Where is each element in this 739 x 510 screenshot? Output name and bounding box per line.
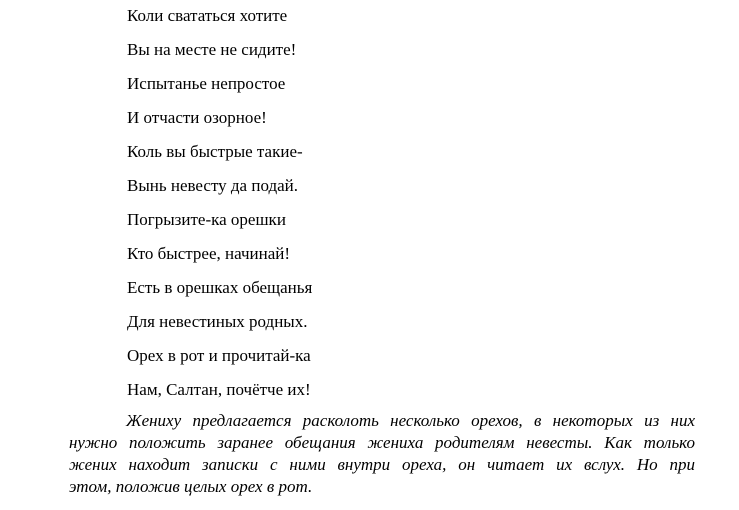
poem-line: Орех в рот и прочитай-ка bbox=[127, 346, 311, 365]
poem-line: Коли свататься хотите bbox=[127, 6, 288, 25]
poem-line: Есть в орешках обещанья bbox=[127, 278, 313, 297]
paragraph-line: нужно положить заранее обещания жениха родителям невесты. Как только bbox=[69, 433, 695, 452]
paragraph-line: жених находит записки с ними внутри ореха, он читает их вслух. Но при bbox=[69, 455, 695, 474]
paragraph-line: Жениху предлагается расколоть несколько орехов, в некоторых из них bbox=[126, 411, 695, 430]
poem-line: Нам, Салтан, почётче их! bbox=[127, 380, 311, 399]
poem-line: Для невестиных родных. bbox=[127, 312, 308, 331]
poem-line: Вы на месте не сидите! bbox=[127, 40, 297, 59]
paragraph-line: этом, положив целых орех в рот. bbox=[69, 477, 313, 496]
poem-line: И отчасти озорное! bbox=[127, 108, 267, 127]
poem-line: Вынь невесту да подай. bbox=[127, 176, 298, 195]
poem-line: Коль вы быстрые такие- bbox=[127, 142, 303, 161]
poem-line: Испытанье непростое bbox=[127, 74, 286, 93]
poem-line: Погрызите-ка орешки bbox=[127, 210, 286, 229]
poem-line: Кто быстрее, начинай! bbox=[127, 244, 291, 263]
